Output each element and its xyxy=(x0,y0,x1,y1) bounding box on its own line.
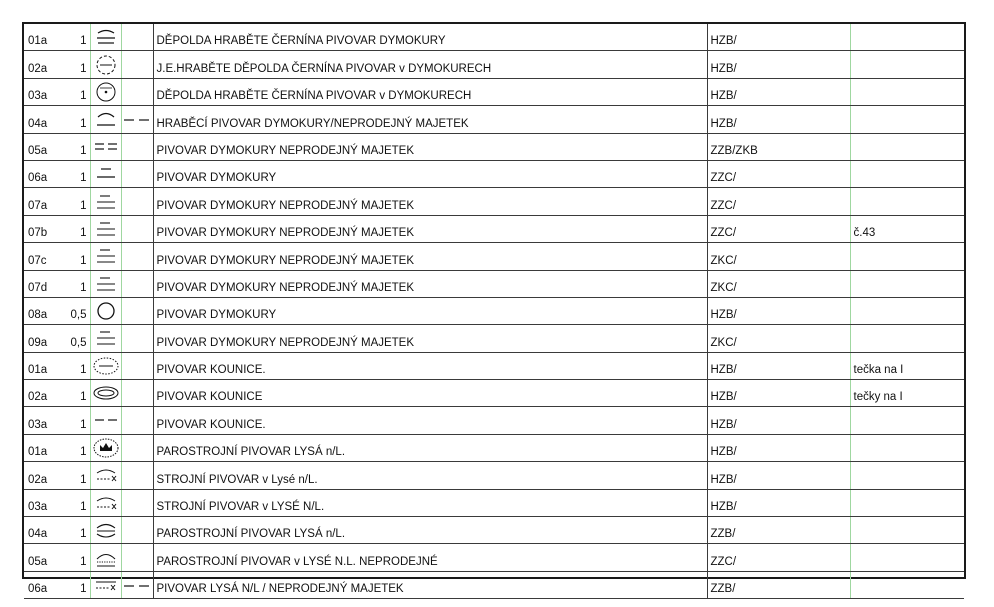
row-quantity-text: 1 xyxy=(80,473,87,486)
row-symbol xyxy=(90,489,121,516)
stamp-symbol-icon xyxy=(92,218,120,240)
row-note xyxy=(850,51,964,78)
row-type-mark xyxy=(707,517,850,544)
row-quantity-text: 1 xyxy=(80,90,87,103)
row-brewery-name xyxy=(153,133,707,160)
row-quantity-text: 1 xyxy=(80,117,87,130)
row-quantity-text: 1 xyxy=(80,62,87,75)
stamp-symbol-icon xyxy=(92,574,120,596)
row-brewery-name-text: PIVOVAR KOUNICE xyxy=(156,391,263,404)
row-quantity xyxy=(66,243,90,270)
row-type-mark xyxy=(707,160,850,187)
row-note xyxy=(850,160,964,187)
row-code xyxy=(24,571,66,598)
row-brewery-name xyxy=(153,51,707,78)
row-code xyxy=(24,243,66,270)
row-note-text xyxy=(851,595,965,598)
row-quantity-text: 1 xyxy=(80,446,87,459)
row-symbol xyxy=(90,407,121,434)
row-quantity xyxy=(66,462,90,489)
row-code xyxy=(24,489,66,516)
row-symbol xyxy=(90,243,121,270)
row-brewery-name xyxy=(153,517,707,544)
table-row xyxy=(24,78,964,105)
row-extra-mark xyxy=(121,434,153,461)
row-symbol xyxy=(90,270,121,297)
row-extra-mark xyxy=(121,325,153,352)
row-symbol xyxy=(90,106,121,133)
row-code xyxy=(24,352,66,379)
row-symbol xyxy=(90,133,121,160)
row-note xyxy=(850,407,964,434)
row-symbol xyxy=(90,160,121,187)
row-type-mark xyxy=(707,571,850,598)
row-brewery-name-text: DĚPOLDA HRABĚTE ČERNÍNA PIVOVAR v DYMOKURECH xyxy=(156,90,472,103)
row-type-mark-text: HZB/ xyxy=(710,309,737,322)
row-code-text: 01a xyxy=(28,446,48,459)
row-quantity xyxy=(66,325,90,352)
row-quantity-text: 1 xyxy=(80,199,87,212)
row-note xyxy=(850,489,964,516)
row-quantity-text: 1 xyxy=(80,391,87,404)
row-code-text: 07c xyxy=(28,254,47,267)
row-brewery-name-text: J.E.HRABĚTE DĚPOLDA ČERNÍNA PIVOVAR v DYMOKURECH xyxy=(156,62,492,75)
table-row xyxy=(24,297,964,324)
table-row xyxy=(24,24,964,51)
row-symbol xyxy=(90,352,121,379)
row-type-mark xyxy=(707,188,850,215)
stamp-symbol-icon xyxy=(92,245,120,267)
row-note xyxy=(850,270,964,297)
row-quantity xyxy=(66,51,90,78)
stamp-symbol-icon xyxy=(92,547,120,569)
table-row xyxy=(24,133,964,160)
row-note xyxy=(850,243,964,270)
row-quantity-text: 0,5 xyxy=(70,309,87,322)
row-type-mark-text: ZZB/ xyxy=(710,583,736,596)
stamp-symbol-icon xyxy=(92,492,120,514)
table-row xyxy=(24,215,964,242)
row-code-text: 06a xyxy=(28,583,48,596)
row-type-mark-text: HZB/ xyxy=(710,62,737,75)
stamp-symbol-icon xyxy=(92,464,120,486)
row-type-mark xyxy=(707,489,850,516)
row-quantity xyxy=(66,133,90,160)
row-extra-mark xyxy=(121,24,153,51)
row-quantity-text: 0,5 xyxy=(70,336,87,349)
table-row xyxy=(24,489,964,516)
row-brewery-name-text: PAROSTROJNÍ PIVOVAR LYSÁ n/L. xyxy=(156,446,346,459)
row-brewery-name-text: PIVOVAR DYMOKURY xyxy=(156,309,277,322)
row-brewery-name xyxy=(153,106,707,133)
row-extra-mark xyxy=(121,517,153,544)
row-brewery-name xyxy=(153,215,707,242)
row-brewery-name xyxy=(153,270,707,297)
row-brewery-name-text: PIVOVAR KOUNICE. xyxy=(156,364,266,377)
row-brewery-name xyxy=(153,571,707,598)
row-brewery-name-text: PAROSTROJNÍ PIVOVAR LYSÁ n/L. xyxy=(156,528,346,541)
row-code xyxy=(24,188,66,215)
row-note xyxy=(850,78,964,105)
row-code xyxy=(24,51,66,78)
row-code-text: 03a xyxy=(28,501,48,514)
row-quantity-text: 1 xyxy=(80,254,87,267)
row-quantity-text: 1 xyxy=(80,555,87,568)
table-row xyxy=(24,544,964,571)
stamp-symbol-icon xyxy=(92,437,120,459)
row-extra-mark xyxy=(121,489,153,516)
row-quantity xyxy=(66,352,90,379)
row-code-text: 02a xyxy=(28,62,48,75)
row-brewery-name-text: PIVOVAR DYMOKURY NEPRODEJNÝ MAJETEK xyxy=(156,336,415,349)
row-code xyxy=(24,517,66,544)
row-code xyxy=(24,407,66,434)
row-code xyxy=(24,160,66,187)
row-extra-mark xyxy=(121,462,153,489)
row-note xyxy=(850,352,964,379)
row-type-mark-text: ZZB/ZKB xyxy=(710,144,758,157)
table-row xyxy=(24,160,964,187)
stamp-symbol-icon xyxy=(92,273,120,295)
row-code xyxy=(24,106,66,133)
row-code-text: 01a xyxy=(28,35,48,48)
row-extra-mark xyxy=(121,571,153,598)
row-code xyxy=(24,462,66,489)
row-brewery-name xyxy=(153,462,707,489)
row-quantity-text: 1 xyxy=(80,583,87,596)
stamp-symbol-icon xyxy=(92,300,120,322)
row-type-mark xyxy=(707,297,850,324)
row-type-mark-text: HZB/ xyxy=(710,35,737,48)
row-type-mark-text: HZB/ xyxy=(710,473,737,486)
row-extra-mark xyxy=(121,297,153,324)
stamp-symbol-icon xyxy=(92,136,120,158)
stamp-symbol-icon xyxy=(92,54,120,76)
row-type-mark-text: HZB/ xyxy=(710,117,737,130)
row-note xyxy=(850,325,964,352)
row-code xyxy=(24,434,66,461)
row-extra-mark xyxy=(121,215,153,242)
table-row xyxy=(24,571,964,598)
row-note xyxy=(850,462,964,489)
row-brewery-name xyxy=(153,544,707,571)
row-quantity xyxy=(66,106,90,133)
row-note xyxy=(850,517,964,544)
row-brewery-name xyxy=(153,407,707,434)
row-note xyxy=(850,571,964,598)
row-type-mark xyxy=(707,215,850,242)
row-quantity xyxy=(66,489,90,516)
row-brewery-name-text: DĚPOLDA HRABĚTE ČERNÍNA PIVOVAR DYMOKURY xyxy=(156,35,446,48)
table-row xyxy=(24,407,964,434)
row-note-text: tečky na I xyxy=(853,391,903,404)
row-code-text: 07d xyxy=(28,281,48,294)
row-symbol xyxy=(90,380,121,407)
row-extra-mark xyxy=(121,78,153,105)
row-type-mark-text: ZZC/ xyxy=(710,227,737,240)
row-type-mark-text: HZB/ xyxy=(710,418,737,431)
row-code-text: 02a xyxy=(28,473,48,486)
row-extra-mark xyxy=(121,188,153,215)
row-symbol xyxy=(90,517,121,544)
row-extra-mark xyxy=(121,51,153,78)
row-extra-mark xyxy=(121,407,153,434)
row-code xyxy=(24,78,66,105)
row-type-mark xyxy=(707,133,850,160)
row-quantity xyxy=(66,270,90,297)
row-brewery-name-text: PIVOVAR DYMOKURY NEPRODEJNÝ MAJETEK xyxy=(156,144,415,157)
row-brewery-name xyxy=(153,188,707,215)
row-quantity-text: 1 xyxy=(80,144,87,157)
row-brewery-name-text: STROJNÍ PIVOVAR v Lysé n/L. xyxy=(156,473,318,486)
row-quantity xyxy=(66,380,90,407)
row-code-text: 07b xyxy=(28,227,48,240)
row-quantity xyxy=(66,517,90,544)
row-type-mark xyxy=(707,407,850,434)
row-brewery-name xyxy=(153,380,707,407)
row-type-mark xyxy=(707,352,850,379)
row-quantity-text: 1 xyxy=(80,35,87,48)
row-quantity xyxy=(66,544,90,571)
row-note xyxy=(850,297,964,324)
row-extra-mark xyxy=(121,133,153,160)
row-note xyxy=(850,188,964,215)
row-quantity-text: 1 xyxy=(80,364,87,377)
row-brewery-name xyxy=(153,489,707,516)
row-code xyxy=(24,133,66,160)
row-symbol xyxy=(90,434,121,461)
row-brewery-name xyxy=(153,24,707,51)
row-quantity xyxy=(66,407,90,434)
row-note xyxy=(850,215,964,242)
row-quantity xyxy=(66,160,90,187)
row-type-mark-text: ZZC/ xyxy=(710,555,737,568)
row-quantity-text: 1 xyxy=(80,501,87,514)
row-code-text: 03a xyxy=(28,418,48,431)
row-note xyxy=(850,106,964,133)
row-code-text: 03a xyxy=(28,90,48,103)
row-type-mark-text: HZB/ xyxy=(710,90,737,103)
row-type-mark-text: HZB/ xyxy=(710,391,737,404)
row-brewery-name-text: PIVOVAR DYMOKURY NEPRODEJNÝ MAJETEK xyxy=(156,227,415,240)
row-type-mark-text: HZB/ xyxy=(710,446,737,459)
row-brewery-name xyxy=(153,78,707,105)
row-code-text: 08a xyxy=(28,309,48,322)
table-row xyxy=(24,270,964,297)
stamp-symbol-icon xyxy=(92,382,120,404)
row-note xyxy=(850,544,964,571)
row-brewery-name-text: PIVOVAR DYMOKURY xyxy=(156,172,277,185)
row-quantity-text: 1 xyxy=(80,418,87,431)
row-type-mark xyxy=(707,243,850,270)
dashes-icon xyxy=(122,108,152,130)
table-row xyxy=(24,188,964,215)
row-type-mark xyxy=(707,51,850,78)
row-brewery-name-text: PAROSTROJNÍ PIVOVAR v LYSÉ N.L. NEPRODEJNÉ xyxy=(156,555,438,568)
row-brewery-name xyxy=(153,434,707,461)
stamp-symbol-icon xyxy=(92,191,120,213)
row-extra-mark xyxy=(121,380,153,407)
row-type-mark xyxy=(707,380,850,407)
row-note xyxy=(850,24,964,51)
row-symbol xyxy=(90,215,121,242)
table-row xyxy=(24,325,964,352)
row-code xyxy=(24,24,66,51)
row-symbol xyxy=(90,544,121,571)
stamp-symbol-icon xyxy=(92,81,120,103)
row-code-text: 07a xyxy=(28,199,48,212)
row-code-text: 01a xyxy=(28,364,48,377)
row-type-mark xyxy=(707,24,850,51)
row-type-mark-text: HZB/ xyxy=(710,501,737,514)
table-row xyxy=(24,434,964,461)
row-type-mark-text: ZZC/ xyxy=(710,199,737,212)
row-code-text: 02a xyxy=(28,391,48,404)
row-symbol xyxy=(90,78,121,105)
stamp-symbol-icon xyxy=(92,327,120,349)
row-code xyxy=(24,544,66,571)
row-note-text: č.43 xyxy=(853,227,876,240)
row-brewery-name xyxy=(153,297,707,324)
row-brewery-name-text: PIVOVAR LYSÁ N/L / NEPRODEJNÝ MAJETEK xyxy=(156,583,404,596)
table-row xyxy=(24,352,964,379)
stamp-symbol-icon xyxy=(92,26,120,48)
row-code xyxy=(24,380,66,407)
row-quantity xyxy=(66,188,90,215)
table-row xyxy=(24,243,964,270)
stamp-symbol-icon xyxy=(92,108,120,130)
row-quantity-text: 1 xyxy=(80,281,87,294)
row-code xyxy=(24,215,66,242)
row-extra-mark xyxy=(121,160,153,187)
row-brewery-name-text: PIVOVAR DYMOKURY NEPRODEJNÝ MAJETEK xyxy=(156,254,415,267)
row-type-mark xyxy=(707,106,850,133)
row-quantity-text: 1 xyxy=(80,227,87,240)
row-code-text: 04a xyxy=(28,117,48,130)
row-type-mark-text: ZKC/ xyxy=(710,254,737,267)
row-code-text: 04a xyxy=(28,528,48,541)
row-brewery-name xyxy=(153,160,707,187)
row-type-mark xyxy=(707,462,850,489)
row-type-mark-text: ZKC/ xyxy=(710,281,737,294)
row-symbol xyxy=(90,188,121,215)
row-quantity-text: 1 xyxy=(80,172,87,185)
row-symbol xyxy=(90,325,121,352)
row-code xyxy=(24,270,66,297)
row-symbol xyxy=(90,571,121,598)
row-symbol xyxy=(90,24,121,51)
row-brewery-name-text: PIVOVAR DYMOKURY NEPRODEJNÝ MAJETEK xyxy=(156,281,415,294)
stamp-symbol-icon xyxy=(92,163,120,185)
row-brewery-name xyxy=(153,325,707,352)
row-extra-mark xyxy=(121,544,153,571)
row-extra-mark xyxy=(121,352,153,379)
row-type-mark xyxy=(707,325,850,352)
catalog-table xyxy=(24,24,964,599)
row-brewery-name xyxy=(153,352,707,379)
row-type-mark-text: ZZB/ xyxy=(710,528,736,541)
row-extra-mark xyxy=(121,243,153,270)
row-type-mark-text: ZKC/ xyxy=(710,336,737,349)
row-brewery-name-text: HRABĚCÍ PIVOVAR DYMOKURY/NEPRODEJNÝ MAJETEK xyxy=(156,117,469,130)
catalog-sheet xyxy=(22,22,966,596)
row-note xyxy=(850,380,964,407)
stamp-symbol-icon xyxy=(92,355,120,377)
row-quantity xyxy=(66,215,90,242)
row-type-mark xyxy=(707,544,850,571)
row-code-text: 06a xyxy=(28,172,48,185)
row-quantity xyxy=(66,297,90,324)
row-brewery-name xyxy=(153,243,707,270)
row-type-mark xyxy=(707,434,850,461)
row-type-mark xyxy=(707,78,850,105)
row-code-text: 09a xyxy=(28,336,48,349)
table-row xyxy=(24,462,964,489)
row-quantity-text: 1 xyxy=(80,528,87,541)
table-row xyxy=(24,51,964,78)
row-quantity xyxy=(66,434,90,461)
row-note xyxy=(850,133,964,160)
row-symbol xyxy=(90,462,121,489)
table-row xyxy=(24,106,964,133)
row-brewery-name-text: PIVOVAR DYMOKURY NEPRODEJNÝ MAJETEK xyxy=(156,199,415,212)
row-symbol xyxy=(90,297,121,324)
stamp-symbol-icon xyxy=(92,410,120,432)
row-note xyxy=(850,434,964,461)
table-body xyxy=(24,24,964,599)
row-type-mark xyxy=(707,270,850,297)
row-code-text: 05a xyxy=(28,555,48,568)
row-extra-mark xyxy=(121,270,153,297)
row-quantity xyxy=(66,24,90,51)
row-quantity xyxy=(66,78,90,105)
row-code xyxy=(24,297,66,324)
row-brewery-name-text: PIVOVAR KOUNICE. xyxy=(156,418,266,431)
row-type-mark-text: ZZC/ xyxy=(710,172,737,185)
stamp-symbol-icon xyxy=(92,519,120,541)
row-brewery-name-text: STROJNÍ PIVOVAR v LYSÉ N/L. xyxy=(156,501,325,514)
row-type-mark-text: HZB/ xyxy=(710,364,737,377)
row-symbol xyxy=(90,51,121,78)
row-quantity xyxy=(66,571,90,598)
table-row xyxy=(24,380,964,407)
row-code-text: 05a xyxy=(28,144,48,157)
row-note-text: tečka na I xyxy=(853,364,904,377)
row-code xyxy=(24,325,66,352)
table-row xyxy=(24,517,964,544)
row-extra-mark xyxy=(121,106,153,133)
dashes-icon xyxy=(122,574,152,596)
